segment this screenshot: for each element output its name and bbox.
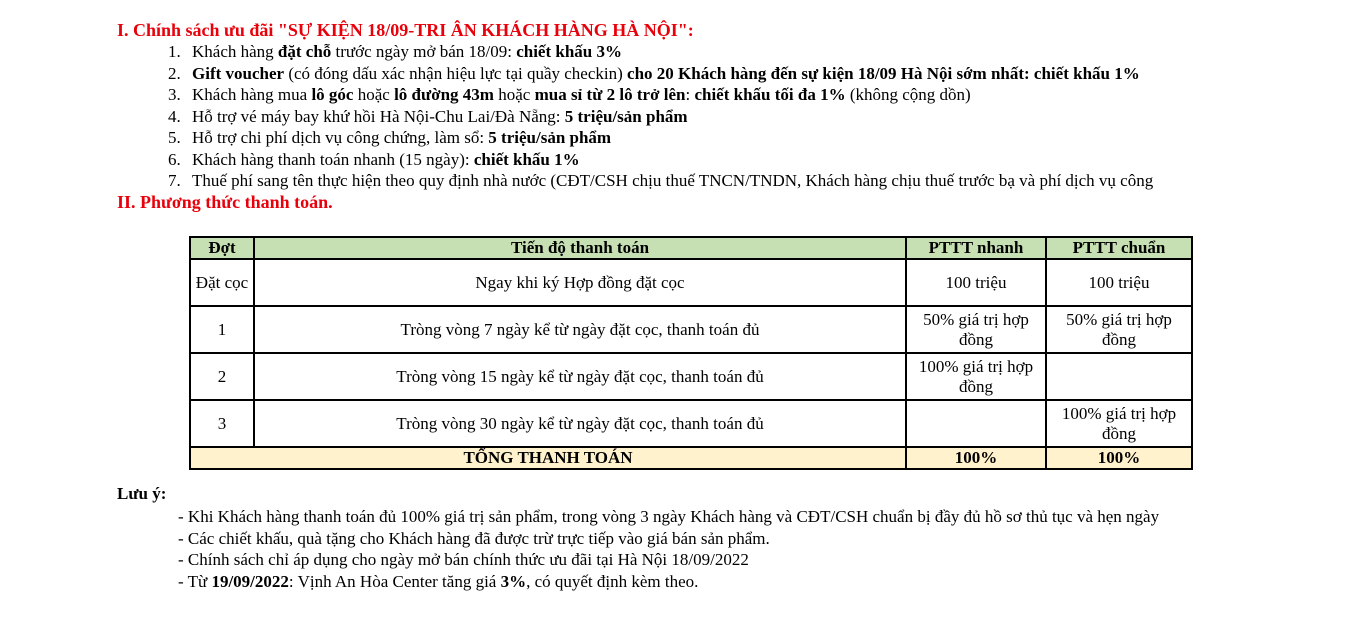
- text: , có quyết định kèm theo.: [526, 571, 699, 591]
- text: Hỗ trợ chi phí dịch vụ công chứng, làm sổ:: [192, 128, 489, 147]
- cell-schedule: Tròng vòng 30 ngày kể từ ngày đặt cọc, thanh toán đủ: [254, 400, 906, 447]
- cell-standard: 100% giá trị hợp đồng: [1046, 400, 1192, 447]
- header-phase: Đợt: [190, 237, 254, 259]
- total-standard: 100%: [1046, 447, 1192, 469]
- cell-fast: 100% giá trị hợp đồng: [906, 353, 1046, 400]
- bold-text: 19/09/2022: [211, 571, 289, 591]
- section-1-heading: I. Chính sách ưu đãi "SỰ KIỆN 18/09-TRI ÂN KHÁCH HÀNG HÀ NỘI":: [117, 20, 694, 40]
- cell-schedule: Ngay khi ký Hợp đồng đặt cọc: [254, 259, 906, 306]
- note-item: [178, 549, 1159, 571]
- cell-phase: 3: [190, 400, 254, 447]
- policy-item-text: [192, 85, 971, 104]
- bold-text: chiết khấu tối đa 1%: [694, 85, 846, 104]
- cell-fast: 50% giá trị hợp đồng: [906, 306, 1046, 353]
- cell-fast: [906, 400, 1046, 447]
- policy-list: [168, 41, 1153, 192]
- text: - Chính sách chỉ áp dụng cho ngày mở bán chính thức ưu đãi tại Hà Nội 18/09/2022: [178, 550, 749, 569]
- total-fast: 100%: [906, 447, 1046, 469]
- note-item: [178, 528, 1159, 550]
- text: : Vịnh An Hòa Center tăng giá: [288, 571, 501, 591]
- bold-text: lô góc: [311, 85, 354, 104]
- policy-item: 1. Khách hàng đặt chỗ trước ngày mở bán 18/09: chiết khấu 3%: [168, 42, 622, 61]
- text: Hỗ trợ vé máy bay khứ hồi Hà Nội-Chu Lai/Đà Nẵng:: [192, 106, 565, 126]
- text: hoặc: [353, 85, 395, 104]
- bold-text: cho 20 Khách hàng đến sự kiện 18/09 Hà Nội sớm nhất: chiết khấu 1%: [627, 63, 1140, 83]
- text: :: [685, 85, 695, 104]
- policy-item: 2. Gift voucher (có đóng dấu xác nhận hiệu lực tại quầy checkin) cho 20 Khách hàng đến sự kiện 18/09 Hà Nội sớm nhất: chiết khấu 1%: [168, 63, 1140, 83]
- policy-item: 4. Hỗ trợ vé máy bay khứ hồi Hà Nội-Chu Lai/Đà Nẵng: 5 triệu/sản phẩm: [168, 106, 688, 126]
- policy-item-text: [192, 42, 622, 61]
- bold-text: đặt chỗ: [277, 42, 332, 61]
- policy-item-text: [192, 171, 1153, 190]
- note-item: [178, 571, 1159, 593]
- cell-standard: [1046, 353, 1192, 400]
- bold-text: 3%: [500, 571, 527, 591]
- text: - Khi Khách hàng thanh toán đủ 100% giá trị sản phẩm, trong vòng 3 ngày Khách hàng và CĐT/CSH chuẩn bị đầy đủ hồ sơ thủ tục và hẹn ngày: [178, 507, 1160, 526]
- policy-item-text: [192, 107, 688, 126]
- header-standard: PTTT chuẩn: [1046, 237, 1192, 259]
- policy-item: 7. Thuế phí sang tên thực hiện theo quy định nhà nước (CĐT/CSH chịu thuế TNCN/TNDN, Khách hàng chịu thuế trước bạ và phí dịch vụ công: [168, 171, 1154, 190]
- text: Thuế phí sang tên thực hiện theo quy định nhà nước (CĐT/CSH chịu thuế TNCN/TNDN, Khách hàng chịu thuế trước bạ và phí dịch vụ công: [192, 171, 1154, 190]
- text: (không cộng dồn): [845, 85, 971, 104]
- policy-item: 5. Hỗ trợ chi phí dịch vụ công chứng, làm sổ: 5 triệu/sản phẩm: [168, 128, 612, 147]
- text: - Từ: [178, 571, 212, 591]
- cell-standard: 50% giá trị hợp đồng: [1046, 306, 1192, 353]
- bold-text: Gift voucher: [192, 63, 285, 83]
- cell-phase: Đặt cọc: [190, 259, 254, 306]
- total-row: [190, 447, 1192, 469]
- header-schedule: Tiến độ thanh toán: [254, 237, 906, 259]
- section-2-heading: II. Phương thức thanh toán.: [117, 192, 333, 212]
- text: Khách hàng: [192, 42, 278, 61]
- text: trước ngày mở bán 18/09:: [331, 42, 517, 61]
- cell-phase: 2: [190, 353, 254, 400]
- text: Khách hàng mua: [192, 85, 312, 104]
- bold-text: chiết khấu 1%: [473, 149, 580, 169]
- cell-schedule: Tròng vòng 7 ngày kể từ ngày đặt cọc, thanh toán đủ: [254, 306, 906, 353]
- bold-text: 5 triệu/sản phẩm: [488, 128, 612, 147]
- policy-item: 3. Khách hàng mua lô góc hoặc lô đường 43m hoặc mua sỉ từ 2 lô trở lên: chiết khấu tối đa 1% (không cộng dồn): [168, 85, 971, 104]
- total-label: TỔNG THANH TOÁN: [190, 447, 906, 469]
- policy-item: 6. Khách hàng thanh toán nhanh (15 ngày): chiết khấu 1%: [168, 149, 580, 169]
- notes-heading: Lưu ý:: [117, 484, 167, 503]
- table-row: [190, 306, 1192, 353]
- cell-phase: 1: [190, 306, 254, 353]
- table-row: [190, 259, 1192, 306]
- text: (có đóng dấu xác nhận hiệu lực tại quầy checkin): [284, 63, 628, 83]
- text: Khách hàng thanh toán nhanh (15 ngày):: [192, 149, 474, 169]
- text: - Các chiết khấu, quà tặng cho Khách hàng đã được trừ trực tiếp vào giá bán sản phẩm.: [178, 528, 770, 548]
- policy-item-text: [192, 64, 1140, 83]
- payment-table: [189, 236, 1193, 470]
- bold-text: mua sỉ từ 2 lô trở lên: [534, 85, 686, 104]
- policy-item-text: [192, 128, 611, 147]
- note-item: [178, 506, 1159, 528]
- header-fast: PTTT nhanh: [906, 237, 1046, 259]
- table-row: [190, 400, 1192, 447]
- cell-standard: 100 triệu: [1046, 259, 1192, 306]
- bold-text: lô đường 43m: [394, 85, 494, 104]
- cell-fast: 100 triệu: [906, 259, 1046, 306]
- policy-item-text: [192, 150, 580, 169]
- cell-schedule: Tròng vòng 15 ngày kể từ ngày đặt cọc, thanh toán đủ: [254, 353, 906, 400]
- table-row: [190, 353, 1192, 400]
- text: hoặc: [493, 85, 535, 104]
- bold-text: chiết khấu 3%: [516, 42, 622, 61]
- bold-text: 5 triệu/sản phẩm: [564, 106, 688, 126]
- table-header-row: [190, 237, 1192, 259]
- notes-list: [178, 506, 1159, 592]
